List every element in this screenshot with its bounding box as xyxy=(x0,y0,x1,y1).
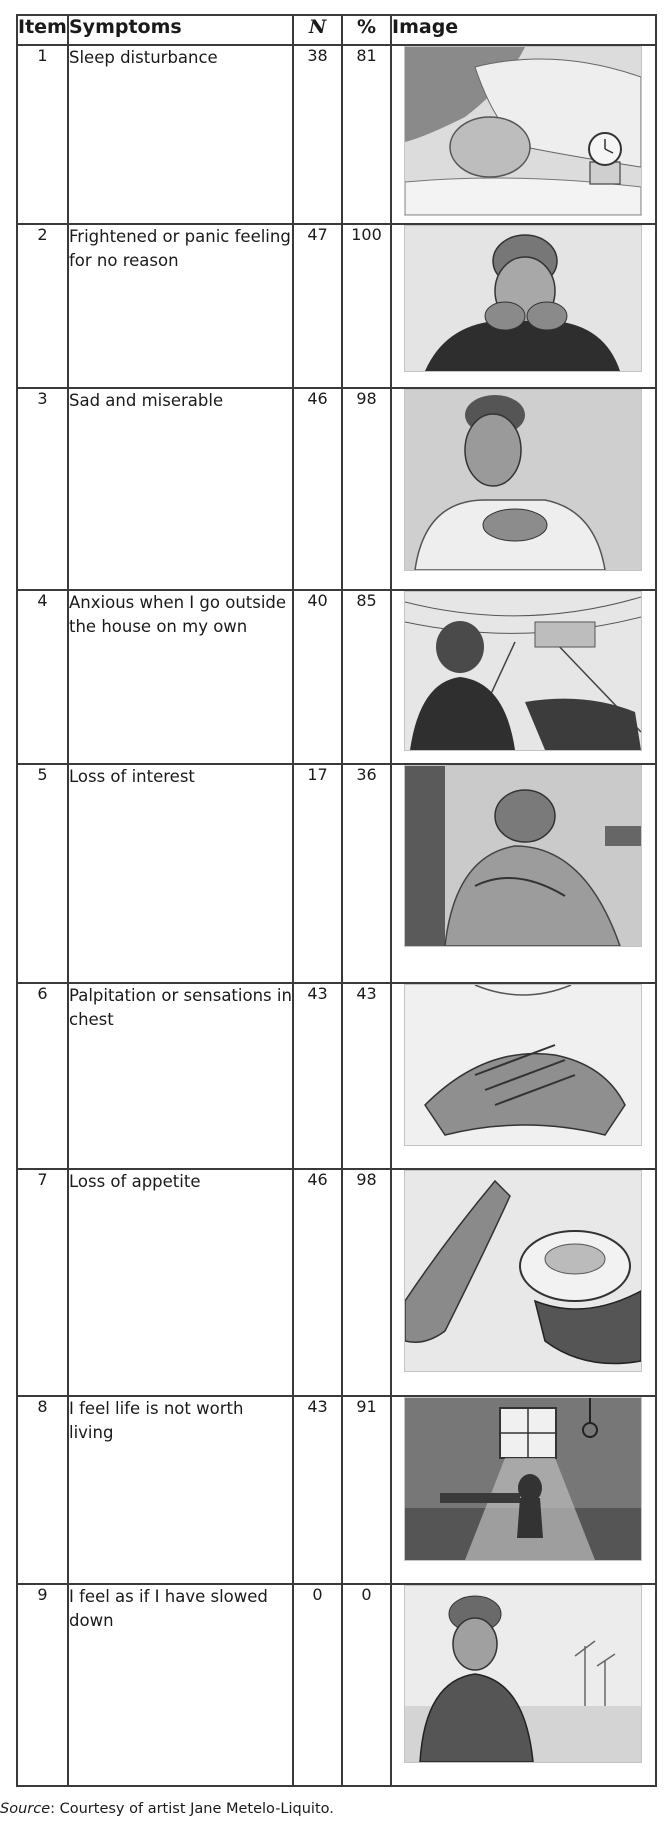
symptom-text: I feel as if I have slowed down xyxy=(68,1584,293,1786)
symptoms-table xyxy=(16,14,657,1787)
item-number: 3 xyxy=(17,388,68,590)
item-number: 4 xyxy=(17,590,68,764)
item-number: 7 xyxy=(17,1169,68,1396)
item-number: 6 xyxy=(17,983,68,1169)
symptom-text: Loss of appetite xyxy=(68,1169,293,1396)
percent-value: 85 xyxy=(342,590,391,764)
percent-value: 81 xyxy=(342,45,391,224)
table-row xyxy=(17,590,656,764)
header-item: Item xyxy=(17,15,68,45)
percent-value: 0 xyxy=(342,1584,391,1786)
sad-sketch-icon xyxy=(404,389,642,571)
symptom-text: I feel life is not worth living xyxy=(68,1396,293,1584)
count-value: 46 xyxy=(293,388,342,590)
count-value: 17 xyxy=(293,764,342,983)
header-symptoms: Symptoms xyxy=(68,15,293,45)
count-value: 40 xyxy=(293,590,342,764)
percent-value: 98 xyxy=(342,1169,391,1396)
sleep-disturbance-sketch-icon xyxy=(404,46,642,216)
count-value: 38 xyxy=(293,45,342,224)
count-value: 43 xyxy=(293,983,342,1169)
header-image: Image xyxy=(391,15,656,45)
percent-value: 43 xyxy=(342,983,391,1169)
symptom-text: Palpitation or sensations in chest xyxy=(68,983,293,1169)
table-row xyxy=(17,983,656,1169)
count-value: 47 xyxy=(293,224,342,388)
table-row xyxy=(17,1169,656,1396)
item-number: 5 xyxy=(17,764,68,983)
symptom-text: Frightened or panic feeling for no reason xyxy=(68,224,293,388)
header-percent: % xyxy=(342,15,391,45)
symptom-text: Sleep disturbance xyxy=(68,45,293,224)
table-row xyxy=(17,224,656,388)
table-row xyxy=(17,45,656,224)
slowed-down-sketch-icon xyxy=(404,1585,642,1763)
symptom-text: Anxious when I go outside the house on my own xyxy=(68,590,293,764)
not-worth-living-sketch-icon xyxy=(404,1397,642,1561)
table-row xyxy=(17,764,656,983)
panic-sketch-icon xyxy=(404,225,642,372)
table-header-row xyxy=(17,15,656,45)
header-n: N xyxy=(293,15,342,45)
chest-sketch-icon xyxy=(404,984,642,1146)
table-row xyxy=(17,1584,656,1786)
item-number: 9 xyxy=(17,1584,68,1786)
percent-value: 36 xyxy=(342,764,391,983)
percent-value: 91 xyxy=(342,1396,391,1584)
count-value: 0 xyxy=(293,1584,342,1786)
percent-value: 98 xyxy=(342,388,391,590)
source-caption: Source: Courtesy of artist Jane Metelo-Liquito. xyxy=(0,1801,334,1817)
symptom-text: Loss of interest xyxy=(68,764,293,983)
percent-value: 100 xyxy=(342,224,391,388)
table-row xyxy=(17,388,656,590)
appetite-sketch-icon xyxy=(404,1170,642,1372)
count-value: 46 xyxy=(293,1169,342,1396)
item-number: 8 xyxy=(17,1396,68,1584)
symptom-text: Sad and miserable xyxy=(68,388,293,590)
table-row xyxy=(17,1396,656,1584)
loss-of-interest-sketch-icon xyxy=(404,765,642,947)
item-number: 2 xyxy=(17,224,68,388)
anxious-outside-sketch-icon xyxy=(404,591,642,751)
item-number: 1 xyxy=(17,45,68,224)
count-value: 43 xyxy=(293,1396,342,1584)
